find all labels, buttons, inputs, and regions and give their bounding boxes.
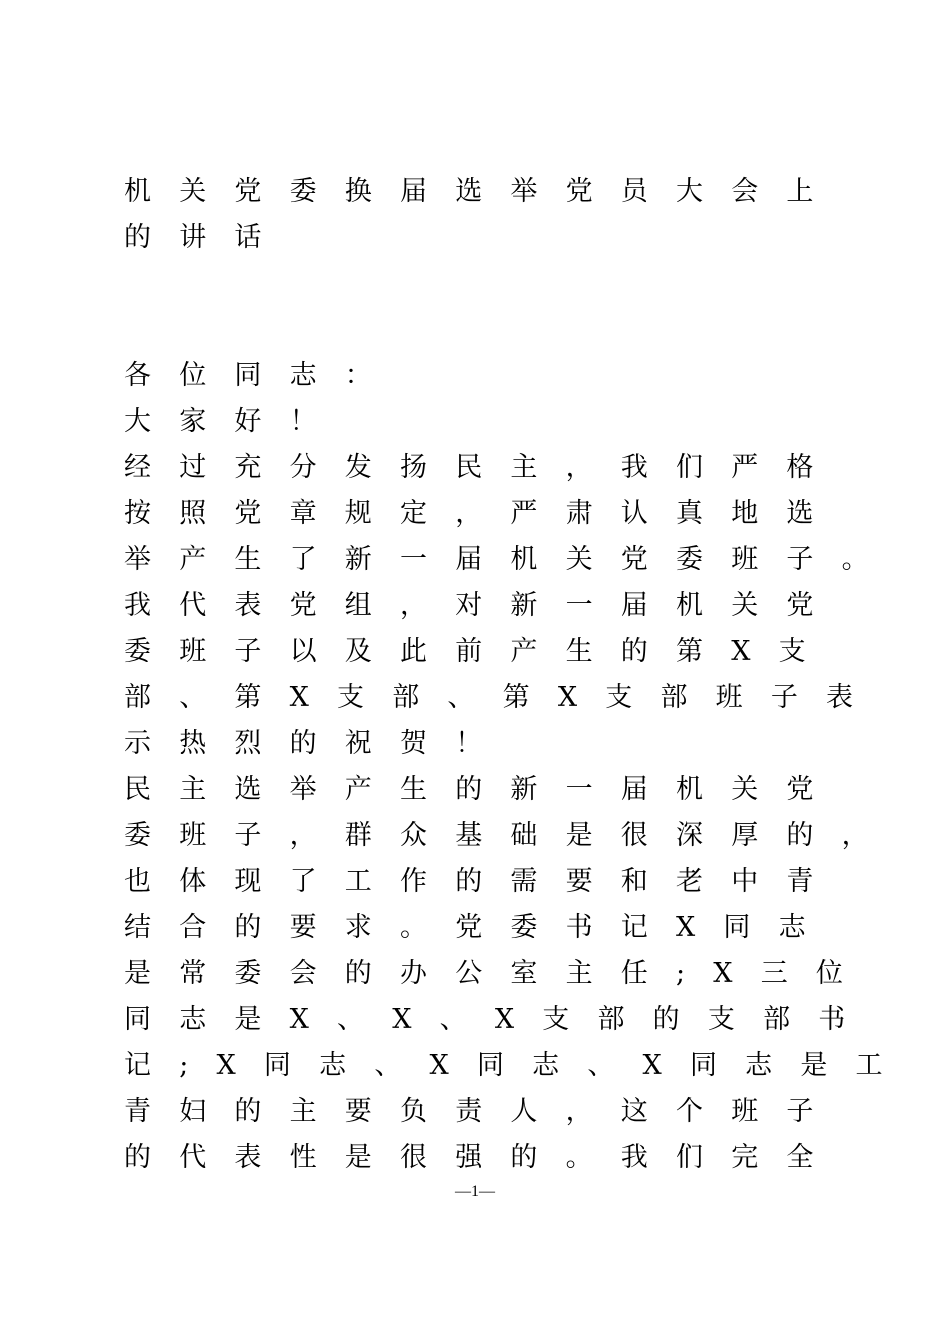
body-line-9: 示热烈的祝贺！ [124,728,511,759]
body-line-3: 经过充分发扬民主，我们严格 [124,452,842,483]
page-number: —1— [455,1183,495,1200]
body-line-8: 部、第X支部、第X支部班子表 [124,682,882,713]
body-line-7: 委班子以及此前产生的第X支 [124,636,834,667]
body-line-17: 青妇的主要负责人，这个班子 [124,1096,842,1127]
body-line-5: 举产生了新一届机关党委班子。 [124,544,897,575]
title-line-1: 机关党委换届选举党员大会上 [124,176,842,207]
body-line-11: 委班子，群众基础是很深厚的， [124,820,897,851]
title-line-2: 的讲话 [124,222,290,253]
body-line-16: 记;X同志、X同志、X同志是工 [124,1050,911,1081]
body-line-10: 民主选举产生的新一届机关党 [124,774,842,805]
body-line-6: 我代表党组，对新一届机关党 [124,590,842,621]
body-line-18: 的代表性是很强的。我们完全 [124,1142,842,1173]
body-line-14: 是常委会的办公室主任;X三位 [124,958,872,989]
body-line-13: 结合的要求。党委书记X同志 [124,912,834,943]
body-line-1: 各位同志： [124,360,400,391]
body-line-15: 同志是X、X、X支部的支部书 [124,1004,874,1035]
body-line-12: 也体现了工作的需要和老中青 [124,866,842,897]
body-line-2: 大家好！ [124,406,345,437]
body-line-4: 按照党章规定，严肃认真地选 [124,498,842,529]
